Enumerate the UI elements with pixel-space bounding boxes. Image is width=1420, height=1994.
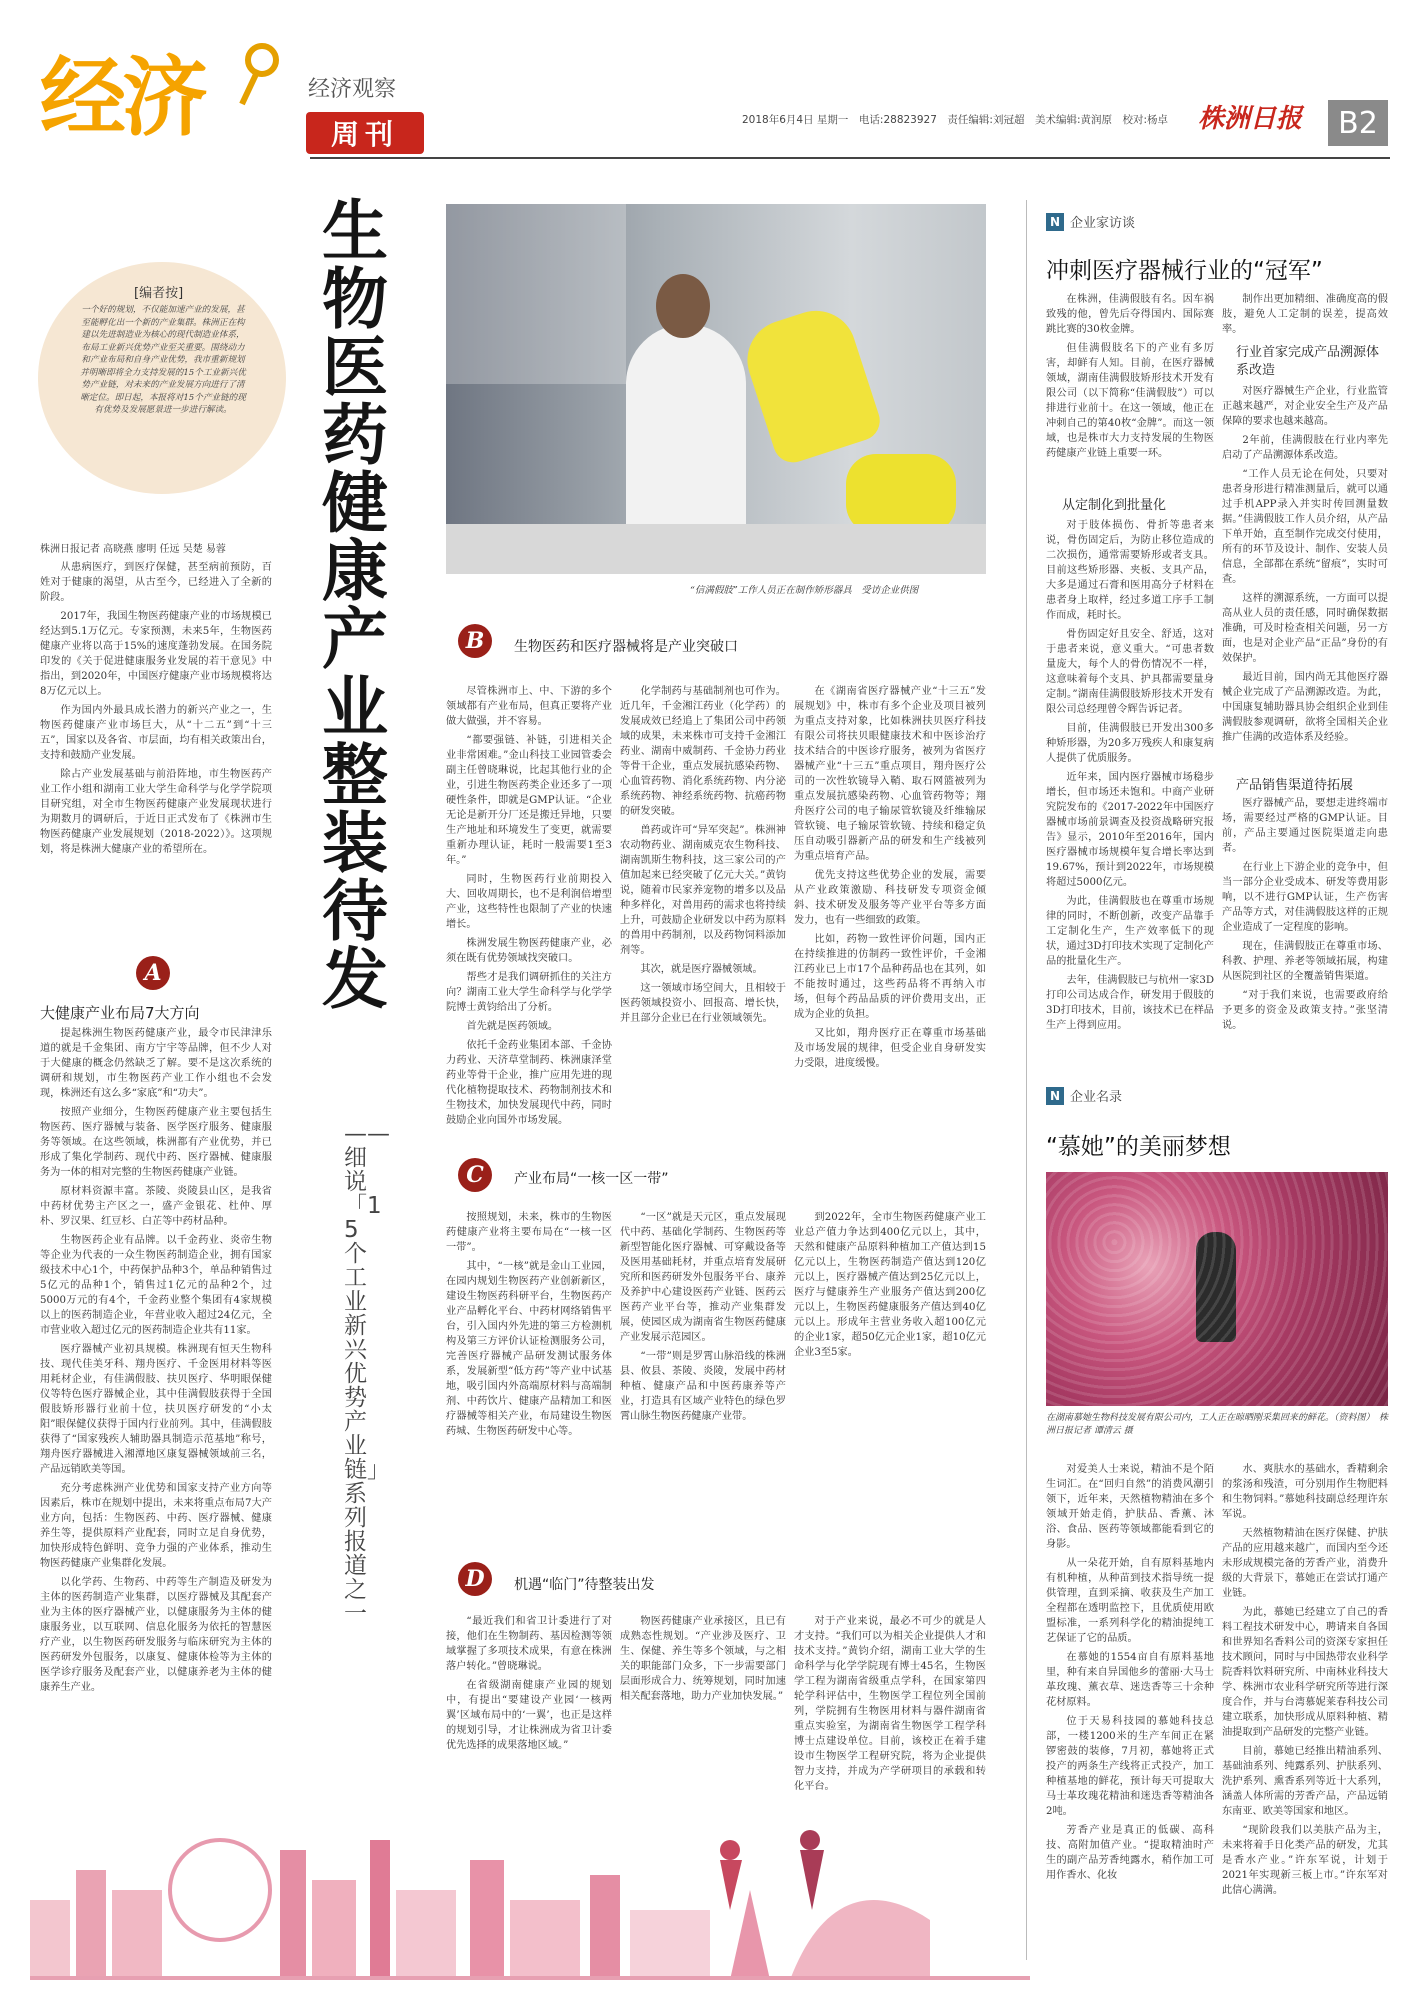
section-d-col1	[446, 1614, 612, 1784]
section-a-paragraph: 按照产业细分，生物医药健康产业主要包括生物医药、医疗器械与装备、医学医疗服务、健康服务等领域。在这些领域，株洲都有产业优势，并已形成了集化学制药、现代中药、医疗器械、健康服务为一体的相对完整的生物医药健康产业链。	[40, 1107, 272, 1178]
section-b-marker: B	[458, 624, 492, 658]
column-divider	[1026, 200, 1027, 1960]
byline: 株洲日报记者 高晓燕 廖明 任远 吴楚 易蓉	[40, 544, 226, 555]
interview-col1b	[1046, 518, 1214, 1078]
interview-col2c	[1222, 796, 1388, 1078]
interview-paragraph: 骨伤固定好且安全、舒适，这对于患者来说，意义重大。“可患者数量庞大，每个人的骨伤情况不一样，这意味着每个支具、护具都需要量身定制。”湖南佳满假肢矫形技术开发有限公司总经理曾令辉告诉记者。	[1046, 629, 1214, 715]
brand-paragraph: 对爱美人士来说，精油不是个陌生词汇。在“回归自然”的消费风潮引领下，近年来，天然植物精油在多个领域开始走俏，护肤品、香薰、沐浴、食品、医药等领域都能看到它的身影。	[1046, 1464, 1214, 1550]
section-b-title: 生物医药和医疗器械将是产业突破口	[514, 639, 738, 655]
section-a-marker: A	[136, 956, 170, 990]
brand-paragraph: 为此，慕她已经建立了自己的香料工程技术研发中心，聘请来自各国和世界知名香料公司的资深专家担任技术顾问，同时与中国热带农业科学院香料饮料研究所、中南林业科技大学、株洲市农业科学研究所等进行深度合作，并与台湾慕妮莱春科技公司建立联系，加快形成从原料种植、精油提取到产品研发的完整产业链。	[1222, 1607, 1388, 1738]
section-c-marker: C	[458, 1158, 492, 1192]
section-b-col3-paragraph: 比如，药物一致性评价问题，国内正在持续推进的仿制药一致性评价，千金湘江药业已上市17个品种药品也在其列，如不能按时通过，这些药品将不再纳入市场，但每个药品品质的评价费用支出，正成为企业的负担。	[794, 934, 986, 1020]
intro-column	[40, 560, 272, 960]
section-c-paragraph: 按照规划，未来，株市的生物医药健康产业将主要布局在“一核一区一带”。	[446, 1212, 612, 1253]
interview-tag-label: 企业家访谈	[1070, 216, 1136, 231]
section-a-paragraph: 以化学药、生物药、中药等生产制造及研发为主体的医药制造产业集群，以医疗器械及其配套产业为主体的医疗器械产业，以健康服务为主体的健康服务业，以互联网、信息化服务为依托的智慧医疗产业，以生物医药研发服务与临床研究为主体的医药研发外包服务，以康复、健康体检等为主体的医学诊疗服务及配套产业，以健康养老为主体的健康养生产业。	[40, 1577, 272, 1693]
interview-paragraph: 对于肢体损伤、骨折等患者来说，骨伤固定后，为防止移位造成的二次损伤，通常需要矫形或者支具。目前这些矫形器、夹板、支具产品，大多是通过石膏和医用高分子材料在患者身上取样，经过多道工序手工制作而成，耗时长。	[1046, 520, 1214, 621]
section-a-paragraph: 提起株洲生物医药健康产业，最令市民津津乐道的就是千金集团、南方宁宇等品牌，但不少人对于大健康的概念仍然缺乏了解。要不是这次系统的调研和规划，市生物医药产业工作小组也不会发现，株洲还有这么多“家底”和“功夫”。	[40, 1028, 272, 1099]
brand-paragraph: 水、爽肤水的基础水，香精剩余的浆汤和残渣，可分别用作生物肥料和生物饲料。”慕她科技副总经理许东军说。	[1222, 1464, 1388, 1520]
masthead-rule	[310, 157, 1390, 159]
interview-paragraph: 2年前，佳满假肢在行业内率先启动了产品溯源体系改造。	[1222, 435, 1388, 461]
n-logo-icon: N	[1046, 213, 1064, 231]
section-c-col3-paragraph: 到2022年，全市生物医药健康产业工业总产值力争达到400亿元以上，其中，天然和健康产品原料种植加工产值达到15亿元以上，生物医药制造产值达到120亿元以上，医疗器械产值达到25亿元以上，医疗与健康养生产业服务产值达到200亿元以上，生物医药健康服务产值达到40亿元以上。形成年主营业务收入超100亿元的企业1家，超50亿元企业1家，超10亿元企业3至5家。	[794, 1212, 986, 1358]
section-a-title: 大健康产业布局7大方向	[40, 1004, 200, 1022]
city-skyline-decoration	[30, 1780, 1030, 1980]
weekly-badge-label: 周刊	[330, 118, 399, 151]
main-photo	[446, 204, 986, 574]
interview-paragraph: 近年来，国内医疗器械市场稳步增长，但市场还未饱和。中商产业研究院发布的《2017-2022年中国医疗器械市场前景调查及投资战略研究报告》显示，2010年至2016年，国内医疗器械市场规模年复合增长率达到19.67%，预计到2022年，市场规模将超过5000亿元。	[1046, 772, 1214, 888]
brand-title: “慕她”的美丽梦想	[1046, 1134, 1231, 1160]
section-c-title: 产业布局“一核一区一带”	[514, 1171, 669, 1187]
section-d-marker: D	[458, 1562, 492, 1596]
section-d-paragraph: 对于产业来说，最必不可少的就是人才支持。“我们可以为相关企业提供人才和技术支持。”黄钧介绍，湖南工业大学的生命科学与化学学院现有博士45名，生物医学工程为湖南省级重点学科，在国家第四轮学科评估中，生物医学工程位列全国前列，学院拥有生物医用材料与器件湖南省重点实验室，为湖南省生物医学工程学科博士点建设单位。目前，该校正在着手建设市生物医学工程研究院，将为企业提供智力支持，并成为产学研项目的承载和转化平台。	[794, 1616, 986, 1792]
interview-title: 冲刺医疗器械行业的“冠军”	[1046, 258, 1323, 284]
intro-paragraph: 2017年，我国生物医药健康产业的市场规模已经达到5.1万亿元。专家预测，未来5年，生物医药健康产业将以高于15%的速度蓬勃发展。在国务院印发的《关于促进健康服务业发展的若干意见》中指出，到2020年，中国医疗健康产业市场规模将达8万亿元以上。	[40, 611, 272, 697]
interview-col1	[1046, 292, 1214, 459]
brand-paragraph: “现阶段我们以美肤产品为主，未来将着手日化类产品的研发，尤其是香水产业。”许东军说，计划于2021年实现新三板上市。”许东军对此信心满满。	[1222, 1825, 1388, 1896]
issue-info: 2018年6月4日 星期一 电话:28823927 责任编辑:刘冠超 美术编辑:黄润原 校对:杨卓	[742, 114, 1169, 126]
brand-col2	[1222, 1462, 1388, 1958]
brand-paragraph: 在慕她的1554亩自有原料基地里，种有来自异国他乡的蕾丽·大马士革玫瑰、薰衣草、迷迭香等三十余种花材原料。	[1046, 1652, 1214, 1708]
section-a-paragraph: 医疗器械产业初具规模。株洲现有恒天生物科技、现代佳美牙科、翔舟医疗、千金医用材料等医用耗材企业，有佳满假肢、扶贝医疗、华明眼保健仪等特色医疗器械企业，其中佳满假肢获得于全国假肢矫形器行业前十位，扶贝医疗研发的“小太阳”眼保健仪获得于国内行业前列。其中，佳满假肢获得了“国家残疾人辅助器具制造示范基地”称号，翔舟医疗器械进入湘潭地区康复器械领域前三名，产品远销欧美等国。	[40, 1344, 272, 1475]
photo-caption: “信满假肢”工作人员正在制作矫形器具 受访企业供图	[690, 585, 919, 596]
section-b-paragraph: “都要强链、补链，引进相关企业非常困难。”金山科技工业园管委会副主任曾晓琳说，比起其他行业的企业，引进生物医药类企业还多了一项硬性条件，即就是GMP认证。“企业无论是新开分厂还是搬迁异地，只要生产地址和环境发生了变更，就需要重新办理认证，耗时一般需要1至3年。”	[446, 735, 612, 866]
page-number	[1328, 100, 1388, 146]
interview-paragraph: “对于我们来说，也需要政府给予更多的资金及政策支持。”张坚清说。	[1222, 990, 1388, 1031]
section-a-paragraph: 生物医药企业有品牌。以千金药业、炎帝生物等企业为代表的一众生物医药制造企业，拥有国家级技术中心1个，中药保护品种3个，单品种销售过5亿元的品种1个，销售过1亿元的品种2个，过5000万元的有4个，千金药业整个集团有4家规模以上的医药制造企业，年营业收入超过24亿元，全市营业收入超过亿元的医药制造企业共有11家。	[40, 1235, 272, 1336]
editor-note-text: 一个好的规划，不仅能加速产业的发展，甚至能孵化出一个新的产业集群。株洲正在构建以先进制造业为核心的现代制造业体系，布局工业新兴优势产业至关重要。围绕动力和产业布局和自身产业优势，我市重新规划并明晰即将全力支持发展的15个工业新兴优势产业链，对未来的产业发展方向进行了清晰定位。即日起，本报将对15个产业链的现有优势及发展愿景进一步进行解读。	[80, 305, 246, 415]
interview-paragraph: 医疗器械产品，要想走进终端市场，需要经过严格的GMP认证。目前，产品主要通过医院渠道走向患者。	[1222, 798, 1388, 854]
section-b-col3	[794, 684, 986, 1124]
brand-paragraph: 从一朵花开始，自有原料基地内有机种植，从种苗到技术指导统一提供管理，直到采摘、收获及生产加工全程都在透明监控下，且优质使用欧盟标准，一系列科学化的精油提纯工艺保证了它的品质。	[1046, 1558, 1214, 1644]
pen-nib-icon	[232, 38, 292, 108]
yellow-brace	[737, 300, 885, 467]
interview-paragraph: 在行业上下游企业的竞争中，但当一部分企业受成本、研发等费用影响，以不进行GMP认证，生产伤害产品等方式，对佳满假肢这样的正规企业造成了一定程度的影响。	[1222, 862, 1388, 933]
section-c-paragraph: 其中，“一核”就是金山工业园，在园内规划生物医药产业创新新区，建设生物医药科研平台，生物医药产业产品孵化平台、中药材网络销售平台，引入国内外先进的第三方检测机构及第三方评价认证检测服务公司，完善医疗器械产品研发测试服务体系，发展新型“低方药”等产业中试基地，吸引国内外高端原材料与高端制剂、中药饮片、健康产品精加工和医疗器械等相关产业，布局建设生物医药城、生物医药研发中心等。	[446, 1261, 612, 1437]
section-d-col2	[620, 1614, 786, 1784]
interview-paragraph: 目前，佳满假肢已开发出300多种矫形器，为20多万残疾人和康复病人提供了优质服务。	[1046, 723, 1214, 764]
interview-col2b	[1222, 384, 1388, 772]
interview-paragraph: 对医疗器械生产企业，行业监管正越来越严，对企业安全生产及产品保障的要求也越来越高。	[1222, 386, 1388, 427]
section-b-paragraph: 尽管株洲市上、中、下游的多个领域都有产业布局，但真正要将产业做大做强，并不容易。	[446, 686, 612, 727]
editor-note-heading: [编者按]	[134, 286, 184, 301]
workbench	[446, 524, 986, 574]
section-b-paragraph: 同时，生物医药行业前期投入大、回收周期长，也不是利润倍增型产业，这些特性也限制了产业的快速增长。	[446, 874, 612, 930]
brand-paragraph: 天然植物精油在医疗保健、护肤产品的应用越来越广，而国内至今还未形成规模完备的芳香产业，消费升级的大背景下，慕她正在尝试打通产业链。	[1222, 1528, 1388, 1599]
section-c-paragraph: “一带”则是罗霄山脉沿线的株洲县、攸县、茶陵、炎陵，发展中药材种植、健康产品和中医药康养等产业，打造具有区域产业特色的绿色罗霄山脉生物医药健康产业带。	[620, 1351, 786, 1422]
rose-photo	[1046, 1172, 1388, 1406]
section-d-paragraph: 在省级湖南健康产业园的规划中，有提出“要建设产业园‘一核两翼’区域布局中的‘一翼’，也正是这样的规划引导，才让株洲成为省卫计委优先选择的成果落地区域。”	[446, 1680, 612, 1751]
section-b-paragraph: 兽药或许可“异军突起”。株洲神农动物药业、湖南威克农生物科技、湖南凯斯生物科技，这三家公司的产值加起来已经突破了亿元大关。”黄钧说，随着市民家养宠物的增多以及品种多样化，对兽用药的需求也将持续上升，可鼓励企业研发以中药为原料的兽用中药制剂，以及药物饲料添加剂等。	[620, 825, 786, 956]
petal-texture	[1046, 1172, 1388, 1406]
section-d-paragraph: 物医药健康产业承接区，且已有成熟态性规划。“产业涉及医疗、卫生、保健、养生等多个领域，与之相关的职能部门众多，下一步需要部门层面形成合力、统筹规划，同时加速相关配套落地，助力产业加快发展。”	[620, 1616, 786, 1702]
section-d-paragraph: “最近我们和省卫计委进行了对接，他们在生物制药、基因检测等领域掌握了多项技术成果，有意在株洲落户转化。”曾晓琳说。	[446, 1616, 612, 1672]
weekly-badge	[306, 112, 424, 154]
interview-subhead-1: 从定制化到批量化	[1062, 498, 1167, 513]
brand-col1	[1046, 1462, 1214, 1958]
section-b-col3-paragraph: 优先支持这些优势企业的发展，需要从产业政策激励、科技研发专项资金倾斜、技术研发及服务等产业平台等多方面发力，也有一些细致的政策。	[794, 870, 986, 926]
interview-paragraph: “工作人员无论在何处，只要对患者身形进行精准测量后，就可以通过手机APP录入并实时传回测量数据。”佳满假肢工作人员介绍，从产品下单开始，直至制作完成交付使用，所有的环节及设计、制作、安装人员信息，全部都在系统“留痕”，实时可查。	[1222, 469, 1388, 585]
interview-subhead-3: 产品销售渠道待拓展	[1236, 778, 1354, 793]
headline: 生物医药健康产业整装待发	[322, 193, 388, 1018]
subheadline: ——细说「15个工业新兴优势产业链」系列报道之一	[344, 1121, 390, 1627]
section-d-col3	[794, 1614, 986, 1792]
interview-tag	[1046, 212, 1135, 231]
yellow-brace-2	[846, 454, 956, 534]
intro-paragraph: 除占产业发展基础与前沿阵地，市生物医药产业工作小组和湖南工业大学生命科学与化学学院项目研究组，对全市生物医药健康产业发展现状进行为期数月的调研后，于近日正式发布了《株洲市生物医药健康产业发展规划（2018-2022）》。这项规划，将是株洲大健康产业的希望所在。	[40, 769, 272, 855]
rose-photo-caption: 在湖南慕她生物科技发展有限公司内，工人正在晾晒刚采集回来的鲜花。（资料图） 株洲日报记者 谭清云 摄	[1046, 1413, 1389, 1436]
brand-paragraph: 目前，慕她已经推出精油系列、基础油系列、纯露系列、护肤系列、洗护系列、熏香系列等近十大系列，涵盖人体所需的芳香产品，产品远销东南亚、欧美等国家和地区。	[1222, 1746, 1388, 1817]
section-c-paragraph: “一区”就是天元区，重点发展现代中药、基础化学制药、生物医药等新型智能化医疗器械、可穿戴设备等及医用基础耗材，并重点培育发展研究所和医药研发外包服务平台、康养及养护中心建设医药产业链、医药云医药产业平台等，推动产业集群发展，使园区成为湖南省生物医药健康产业发展示范园区。	[620, 1212, 786, 1343]
section-b-paragraph: 依托千金药业集团本部、千金协力药业、天济草堂制药、株洲康泽堂药业等骨干企业，推广应用先进的现代化植物提取技术、药物制剂技术和生物技术，加快发展现代中药，同时鼓励企业向国外市场发展。	[446, 1040, 612, 1126]
brand-paragraph: 芳香产业是真正的低碳、高科技、高附加值产业。“提取精油时产生的副产品芳香纯露水，稍作加工可用作香水、化妆	[1046, 1825, 1214, 1881]
section-b-col3-paragraph: 在《湖南省医疗器械产业“十三五”发展规划》中，株市有多个企业及项目被列为重点支持对象，比如株洲扶贝医疗科技有限公司将扶贝眼健康技术和中医诊治疗技术结合的中医诊疗服务，被列为省医疗器械产业“十三五”重点项目，翔舟医疗公司的一次性软镜导入鞘、取石网篮被列为重点发展抗感染药物、心血管药物等；翔舟医疗公司的电子输尿管软镜及纤维输尿管软镜、电子输尿管软镜、持续和稳定负压自动吸引器新产品的研发和生产线被列为重点培育产品。	[794, 686, 986, 862]
section-c-col3	[794, 1210, 986, 1570]
section-title: 经济	[40, 48, 204, 148]
section-a-paragraph: 原材料资源丰富。茶陵、炎陵县山区，是我省中药材优势主产区之一，盛产金银花、杜仲、厚朴、罗汉果、红豆杉、白芷等中药材品种。	[40, 1186, 272, 1227]
interview-paragraph: 在株洲，佳满假肢有名。因车祸致残的他，曾先后夺得国内、国际赛跳比赛的30枚金牌。	[1046, 294, 1214, 335]
interview-col2	[1222, 292, 1388, 344]
section-d-title: 机遇“临门”待整装出发	[514, 1577, 655, 1593]
section-b-paragraph: 帮些才是我们调研抓住的关注方向？湖南工业大学生命科学与化学学院博士黄钧给出了分析。	[446, 972, 612, 1013]
section-b-paragraph: 株洲发展生物医药健康产业，必须在既有优势领域找突破口。	[446, 938, 612, 964]
page-number-label: B2	[1338, 105, 1378, 141]
intro-paragraph: 作为国内外最具成长潜力的新兴产业之一，生物医药健康产业市场巨大，从“十二五”到“十三五”，国家以及各省、市层面，均有相关政策出台，支持和鼓励产业发展。	[40, 705, 272, 761]
interview-paragraph: 最近目前，国内尚无其他医疗器械企业完成了产品溯源改造。为此，中国康复辅助器具协会组织企业到佳满假肢参观调研，欲将全国相关企业推广佳满的改造体系及经验。	[1222, 672, 1388, 743]
interview-paragraph: 现在，佳满假肢正在尊重市场、科教、护理、养老等领域拓展，构建从医院到社区的全覆盖销售渠道。	[1222, 941, 1388, 982]
brand-paragraph: 位于天易科技园的慕她科技总部，一楼1200米的生产车间正在紧锣密鼓的装修，7月初，慕她将正式投产的两条生产线将正式投产，加工种植基地的鲜花，预计每天可提取大马士革玫瑰花精油和迷迭香等精油各2吨。	[1046, 1716, 1214, 1817]
interview-paragraph: 去年，佳满假肢已与杭州一家3D打印公司达成合作，研发用于假肢的3D打印技术，目前，该技术已在样品生产上得到应用。	[1046, 975, 1214, 1031]
section-b-paragraph: 化学制药与基础制剂也可作为。近几年，千金湘江药业（化学药）的发展成效已经追上了集团公司中药领域的成果，未来株市可支持千金湘江药业、湖南中威制药、千金协力药业等骨干企业，重点发展抗感染药物、心血管药物、消化系统药物、内分泌系统药物、神经系统药物、抗癌药物的研发突破。	[620, 686, 786, 817]
masthead	[0, 0, 1420, 160]
worker-head	[656, 274, 710, 338]
interview-paragraph: 制作出更加精细、准确度高的假肢，避免人工定制的误差，提高效率。	[1222, 294, 1388, 335]
section-a-paragraph: 充分考虑株洲产业优势和国家支持产业方向等因素后，株市在规划中提出，未来将重点布局7大产业方向，包括：生物医药、中药、医疗器械、健康养生等，提供原料产业配套，同时立足自身优势，加快形成特色鲜明、竞争力强的产业体系，推动生物医药健康产业集群化发展。	[40, 1483, 272, 1569]
editor-note	[38, 262, 286, 494]
section-b-paragraph: 这一领域市场空间大，且相较于医药领域投资小、回报高、增长快，并且部分企业已在行业领域领先。	[620, 983, 786, 1024]
lab-window	[446, 204, 626, 384]
interview-paragraph: 为此，佳满假肢也在尊重市场规律的同时，不断创新，改变产品靠手工定制化生产，生产效率低下的现状，通过3D打印技术实现了定制化产品的批量化生产。	[1046, 896, 1214, 967]
newspaper-logo: 株洲日报	[1198, 104, 1303, 134]
brand-tag-label: 企业名录	[1070, 1090, 1123, 1105]
interview-subhead-2: 行业首家完成产品溯源体系改造	[1236, 345, 1380, 378]
interview-paragraph: 这样的溯源系统，一方面可以提高从业人员的责任感，同时确保数据准确，可及时检查相关问题，另一方面，也是对企业产品“正品”身份的有效保护。	[1222, 593, 1388, 664]
section-b-paragraph: 首先就是医药领域。	[466, 1021, 559, 1032]
section-c-col2	[620, 1210, 786, 1570]
section-b-paragraph: 其次，就是医疗器械领域。	[640, 964, 763, 975]
intro-paragraph: 从患病医疗，到医疗保健，甚至病前预防，百姓对于健康的渴望，从古至今，已经进入了全新的阶段。	[40, 562, 272, 603]
n-logo-icon: N	[1046, 1087, 1064, 1105]
column-name: 经济观察	[308, 77, 397, 102]
section-b-col1	[446, 684, 612, 1124]
brand-tag	[1046, 1086, 1122, 1105]
section-b-col3-paragraph: 又比如，翔舟医疗正在尊重市场基础及市场发展的规律，但受企业自身研发实力受限，进度缓慢。	[794, 1028, 986, 1069]
interview-paragraph: 但佳满假肢名下的产业有多厉害，却鲜有人知。目前，在医疗器械领域，湖南佳满假肢矫形技术开发有限公司（以下简称“佳满假肢”）可以排进行业前十。在这一领域，他正在冲刺自己的第40枚“金牌”。而这一领域，也是株市大力支持发展的生物医药健康产业链上重要一环。	[1046, 343, 1214, 459]
section-b-col2	[620, 684, 786, 1124]
section-c-col1	[446, 1210, 612, 1570]
